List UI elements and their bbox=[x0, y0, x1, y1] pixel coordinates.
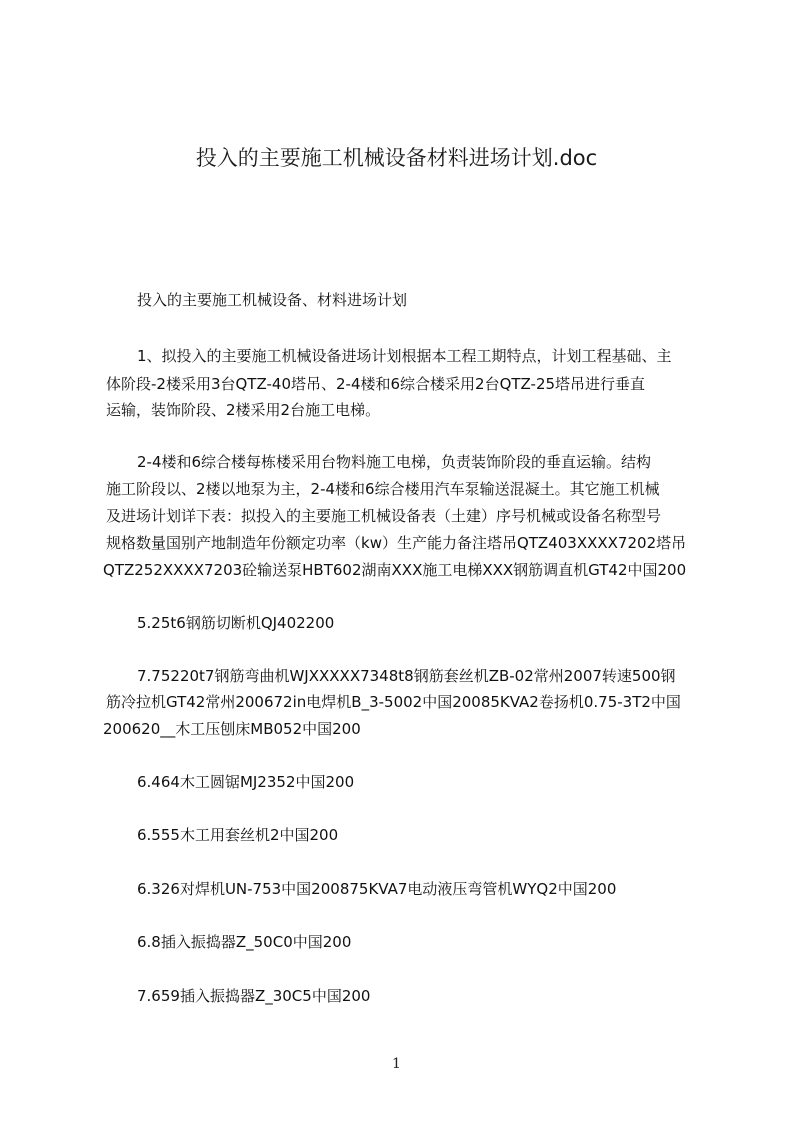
paragraph-2-line-2: 施工阶段以、2楼以地泵为主，2-4楼和6综合楼用汽车泵输送混凝土。其它施工机械 bbox=[106, 480, 660, 498]
paragraph-1-line-3: 运输，装饰阶段、2楼采用2台施工电梯。 bbox=[106, 401, 381, 419]
paragraph-1-line-2: 体阶段-2楼采用3台QTZ-40塔吊、2-4楼和6综合楼采用2台QTZ-25塔吊进行垂直 bbox=[106, 375, 646, 393]
paragraph-2-line-4: 规格数量国别产地制造年份额定功率（kw）生产能力备注塔吊QTZ403XXXX7202塔吊 bbox=[106, 534, 687, 552]
item-line-7: 6.326对焊机UN-753中国200875KVA7电动液压弯管机WYQ2中国200 bbox=[137, 880, 617, 898]
paragraph-2-line-3: 及进场计划详下表：拟投入的主要施工机械设备表（土建）序号机械或设备名称型号 bbox=[106, 507, 662, 525]
paragraph-4-line-3: 200620__木工压刨床MB052中国200 bbox=[103, 720, 361, 738]
paragraph-1-line-1: 1、拟投入的主要施工机械设备进场计划根据本工程工期特点，计划工程基础、主 bbox=[137, 347, 672, 365]
page-number: 1 bbox=[392, 1056, 401, 1072]
paragraph-4-line-2: 筋冷拉机GT42常州200672in电焊机B_3-5002中国20085KVA2卷扬机0.75-3T2中国 bbox=[106, 693, 681, 711]
item-line-8: 6.8插入振捣器Z_50C0中国200 bbox=[137, 933, 352, 951]
item-line-9: 7.659插入振捣器Z_30C5中国200 bbox=[137, 987, 371, 1005]
item-line-5: 6.464木工圆锯MJ2352中国200 bbox=[137, 773, 355, 791]
item-line-6: 6.555木工用套丝机2中国200 bbox=[137, 826, 339, 844]
paragraph-2-line-5: QTZ252XXXX7203砼输送泵HBT602湖南XXX施工电梯XXX钢筋调直机GT42中国200 bbox=[103, 561, 687, 579]
item-line-3: 5.25t6钢筋切断机QJ402200 bbox=[137, 614, 335, 632]
paragraph-2-line-1: 2-4楼和6综合楼每栋楼采用台物料施工电梯，负责装饰阶段的垂直运输。结构 bbox=[137, 453, 652, 471]
paragraph-4-line-1: 7.75220t7钢筋弯曲机WJXXXXX7348t8钢筋套丝机ZB-02常州2007转速500钢 bbox=[137, 667, 676, 685]
section-heading: 投入的主要施工机械设备、材料进场计划 bbox=[137, 291, 408, 309]
document-title: 投入的主要施工机械设备材料进场计划.doc bbox=[195, 146, 598, 170]
